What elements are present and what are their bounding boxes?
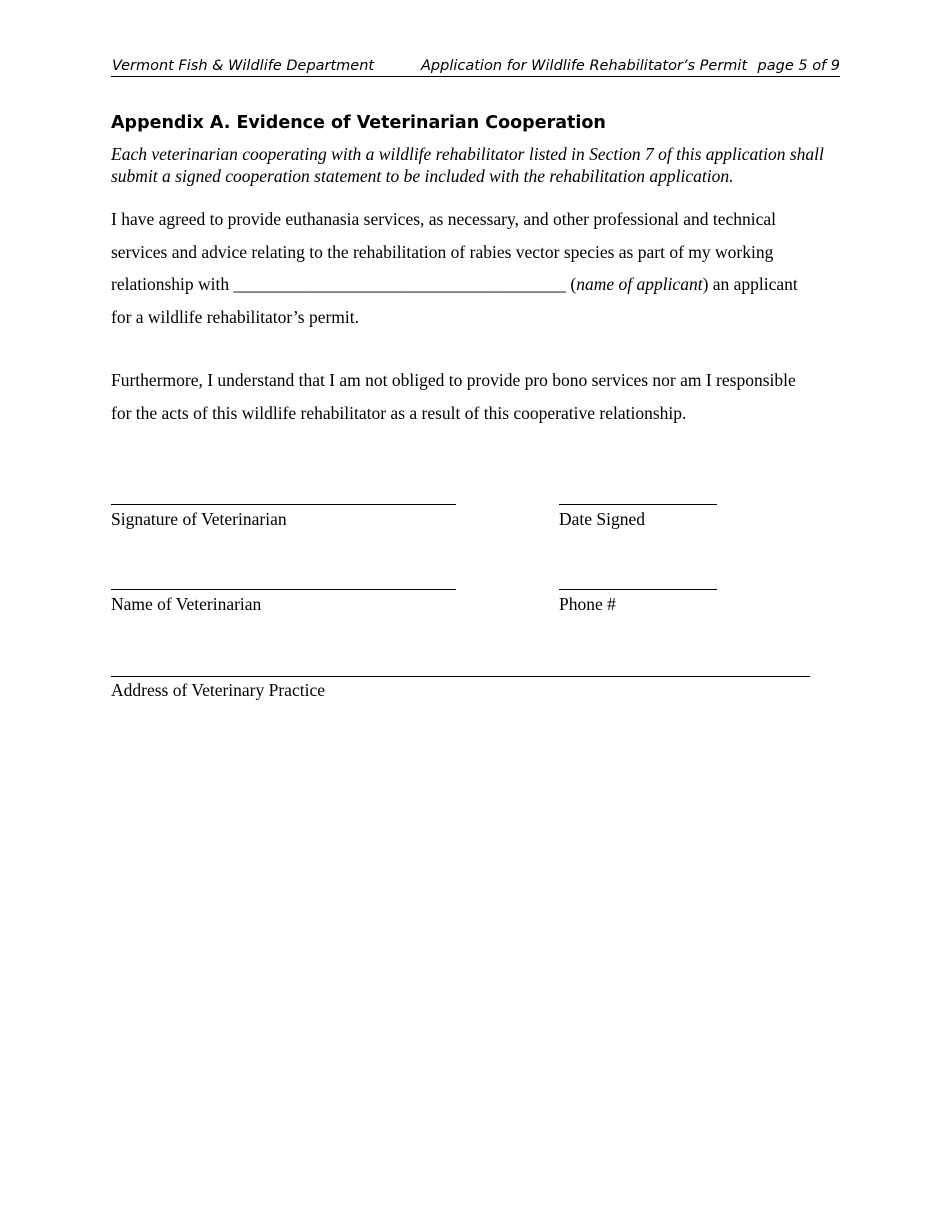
appendix-title: Appendix A. Evidence of Veterinarian Cooperation	[111, 113, 606, 133]
phone-label: Phone #	[559, 594, 616, 614]
header-page-indicator: page 5 of 9	[757, 58, 840, 74]
cooperation-statement	[111, 203, 811, 333]
date-signed-label: Date Signed	[559, 509, 646, 529]
page-header	[111, 56, 840, 77]
statement-part3: ) an applicant for a wildlife rehabilitator’s permit.	[111, 274, 798, 327]
statement-part1: I have agreed to provide euthanasia services, as necessary, and other professional and technical services and advice relating to the rehabilitation of rabies vector species as part of my working relationship with	[111, 209, 777, 294]
applicant-name-blank[interactable]: ______________________________________	[233, 274, 566, 294]
phone-line[interactable]	[559, 589, 717, 590]
appendix-instructions: Each veterinarian cooperating with a wildlife rehabilitator listed in Section 7 of this application shall submit a signed cooperation statement to be included with the rehabilitation application.	[111, 144, 824, 186]
address-line[interactable]	[111, 676, 810, 677]
header-document-title: Application for Wildlife Rehabilitator’s Permit	[421, 58, 748, 74]
statement-part2: (	[565, 274, 577, 294]
veterinarian-name-line[interactable]	[111, 589, 456, 590]
header-department: Vermont Fish & Wildlife Department	[112, 58, 375, 74]
date-signed-line[interactable]	[559, 504, 717, 505]
veterinarian-name-label: Name of Veterinarian	[111, 594, 262, 614]
signature-label: Signature of Veterinarian	[111, 509, 287, 529]
disclaimer-paragraph: Furthermore, I understand that I am not obliged to provide pro bono services nor am I responsible for the acts of this wildlife rehabilitator as a result of this cooperative relationship.	[111, 370, 796, 423]
statement-italic-note: name of applicant	[576, 274, 703, 294]
signature-line[interactable]	[111, 504, 456, 505]
address-label: Address of Veterinary Practice	[111, 680, 325, 700]
